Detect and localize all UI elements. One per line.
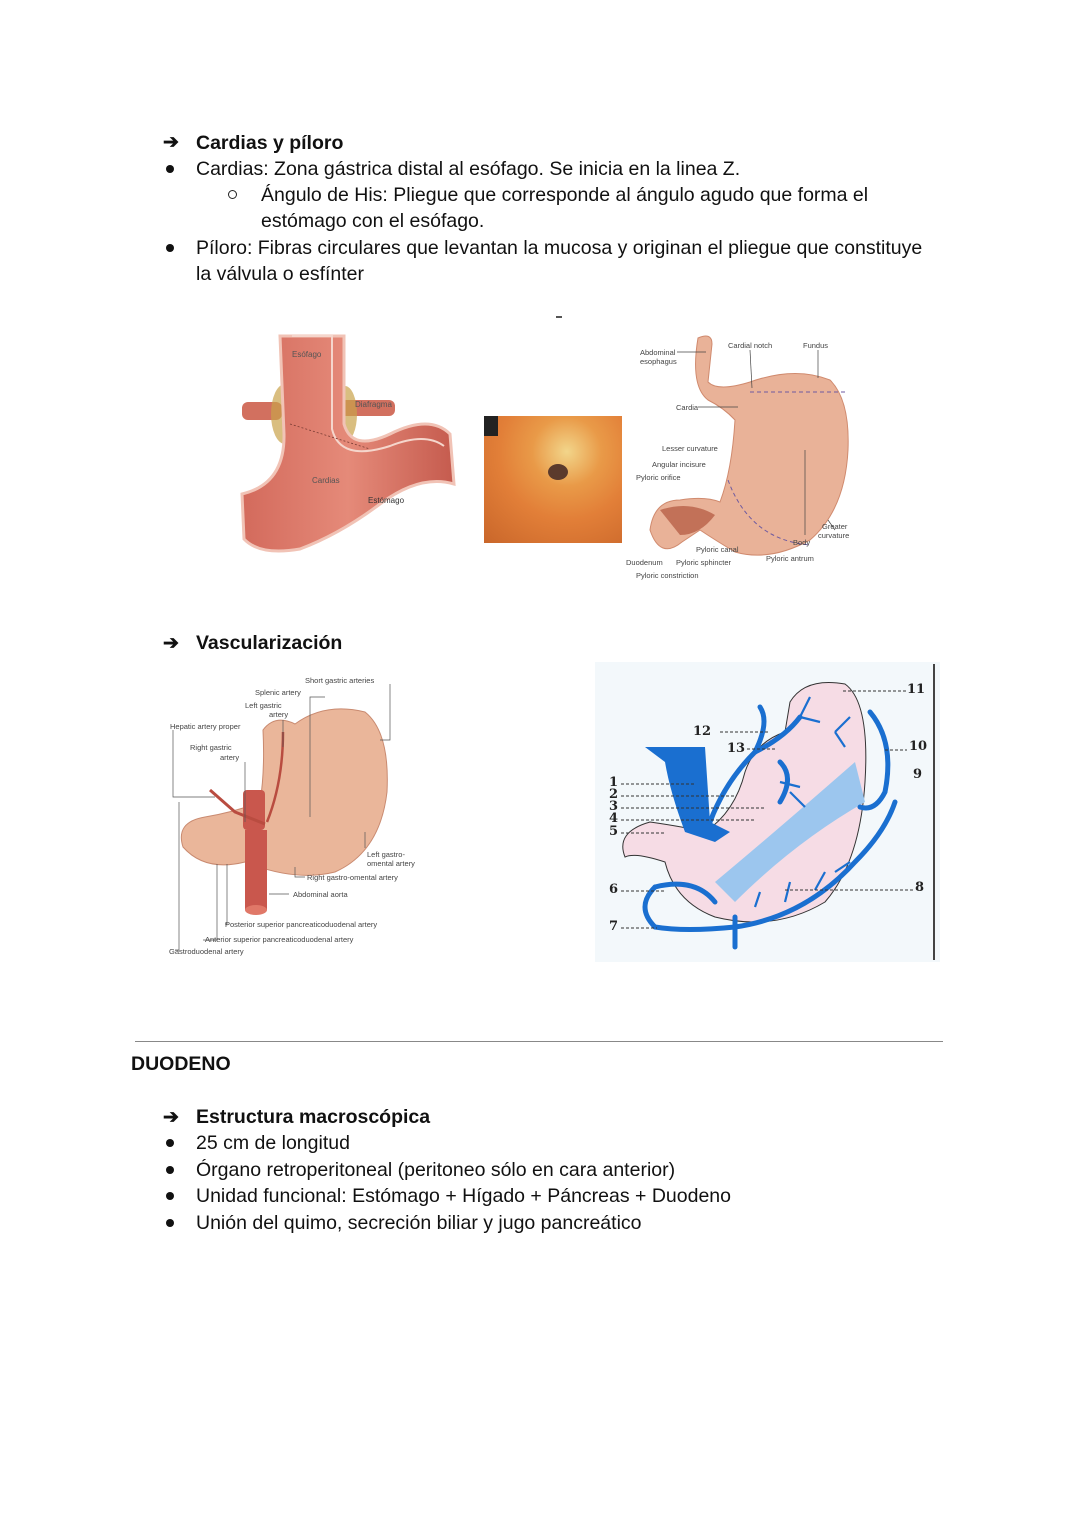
label-cardia: Cardia [676, 403, 699, 412]
sub-bullet-angulo-his-line1: Ángulo de His: Pliegue que corresponde al ángulo agudo que forma el [261, 184, 869, 206]
label-pyloric-orifice: Pyloric orifice [636, 473, 681, 482]
vein-number-4: 4 [609, 811, 619, 826]
label-greater-curvature-2: curvature [818, 531, 850, 540]
cardia-section-illustration [240, 334, 460, 559]
vein-number-12: 12 [693, 724, 712, 739]
arteries-illustration [165, 672, 435, 962]
label-estomago: Estómago [368, 496, 405, 505]
bullet-piloro-line1: Píloro: Fibras circulares que levantan la mucosa y originan el pliegue que constituye [196, 237, 923, 259]
stray-mark [556, 316, 562, 318]
bullet-union-quimo: Unión del quimo, secreción biliar y jugo pancreático [196, 1212, 642, 1234]
label-anterior-sup-pancreaticoduodenal: Anterior superior pancreaticoduodenal artery [205, 935, 354, 944]
label-left-gastric-1: Left gastric [245, 701, 282, 710]
stomach-illustration [620, 330, 870, 585]
bullet-piloro-line2: la válvula o esfínter [196, 263, 365, 285]
label-greater-curvature-1: Greater [822, 522, 848, 531]
label-diafragma: Diafragma [355, 400, 392, 409]
bullet-icon [166, 1219, 174, 1227]
label-lesser-curvature: Lesser curvature [662, 444, 718, 453]
label-right-gastro-omental: Right gastro-omental artery [307, 873, 398, 882]
arrow-bullet-icon: ➔ [163, 633, 179, 654]
label-splenic: Splenic artery [255, 688, 301, 697]
label-fundus: Fundus [803, 341, 829, 350]
section-title-duodeno: DUODENO [131, 1053, 231, 1075]
sub-bullet-angulo-his-line2: estómago con el esófago. [261, 210, 485, 232]
vein-number-8: 8 [915, 880, 925, 895]
bullet-icon [166, 1166, 174, 1174]
vein-number-10: 10 [909, 739, 928, 754]
vein-number-7: 7 [609, 919, 619, 934]
bullet-icon [166, 1139, 174, 1147]
vein-number-9: 9 [913, 767, 923, 782]
label-left-gastric-2: artery [269, 710, 289, 719]
section-divider [135, 1041, 943, 1042]
label-gastroduodenal: Gastroduodenal artery [169, 947, 244, 956]
circle-bullet-icon [228, 190, 237, 199]
label-posterior-sup-pancreaticoduodenal: Posterior superior pancreaticoduodenal artery [225, 920, 378, 929]
bullet-icon [166, 244, 174, 252]
label-right-gastric-1: Right gastric [190, 743, 232, 752]
label-body: Body [793, 538, 811, 547]
bullet-unidad-funcional: Unidad funcional: Estómago + Hígado + Páncreas + Duodeno [196, 1185, 731, 1207]
vein-number-2: 2 [609, 787, 619, 802]
endoscope-corner [484, 416, 498, 436]
label-pyloric-antrum: Pyloric antrum [766, 554, 814, 563]
label-left-gastro-omental-1: Left gastro- [367, 850, 405, 859]
heading-vascularizacion: Vascularización [196, 632, 343, 654]
label-right-gastric-2: artery [220, 753, 240, 762]
bullet-cardias: Cardias: Zona gástrica distal al esófago. Se inicia en la linea Z. [196, 158, 741, 180]
label-abdominal-aorta: Abdominal aorta [293, 890, 348, 899]
vein-number-11: 11 [907, 682, 926, 697]
vertical-rule [933, 664, 935, 960]
arrow-bullet-icon: ➔ [163, 132, 179, 153]
pyloric-opening [548, 464, 568, 480]
label-pyloric-canal: Pyloric canal [696, 545, 739, 554]
vein-number-1: 1 [609, 775, 619, 790]
arrow-bullet-icon: ➔ [163, 1107, 179, 1128]
vein-number-5: 5 [609, 824, 619, 839]
vein-number-3: 3 [609, 799, 619, 814]
veins-illustration [595, 662, 940, 962]
label-cardias: Cardias [312, 476, 340, 485]
bullet-retroperitoneal: Órgano retroperitoneal (peritoneo sólo en cara anterior) [196, 1159, 676, 1181]
figure-stomach-arteries [165, 672, 435, 962]
label-pyloric-sphincter: Pyloric sphincter [676, 558, 732, 567]
vein-number-13: 13 [727, 741, 746, 756]
figure-endoscopy-pylorus [484, 416, 622, 543]
label-hepatic-proper: Hepatic artery proper [170, 722, 241, 731]
bullet-longitud: 25 cm de longitud [196, 1132, 350, 1154]
label-angular-incisure: Angular incisure [652, 460, 706, 469]
label-abdominal-esophagus-1: Abdominal [640, 348, 676, 357]
label-esofago: Esófago [292, 350, 322, 359]
label-pyloric-constriction: Pyloric constriction [636, 571, 699, 580]
bullet-icon [166, 1192, 174, 1200]
label-duodenum: Duodenum [626, 558, 663, 567]
vein-number-6: 6 [609, 882, 619, 897]
bullet-icon [166, 165, 174, 173]
label-abdominal-esophagus-2: esophagus [640, 357, 677, 366]
label-short-gastric: Short gastric arteries [305, 676, 375, 685]
label-left-gastro-omental-2: omental artery [367, 859, 415, 868]
label-cardial-notch: Cardial notch [728, 341, 773, 350]
figure-stomach-veins [595, 662, 940, 962]
heading-estructura-macroscopica: Estructura macroscópica [196, 1106, 431, 1128]
heading-cardias-piloro: Cardias y píloro [196, 132, 344, 154]
figure-cardia-section [240, 334, 460, 559]
figure-stomach-anatomy [620, 330, 870, 585]
